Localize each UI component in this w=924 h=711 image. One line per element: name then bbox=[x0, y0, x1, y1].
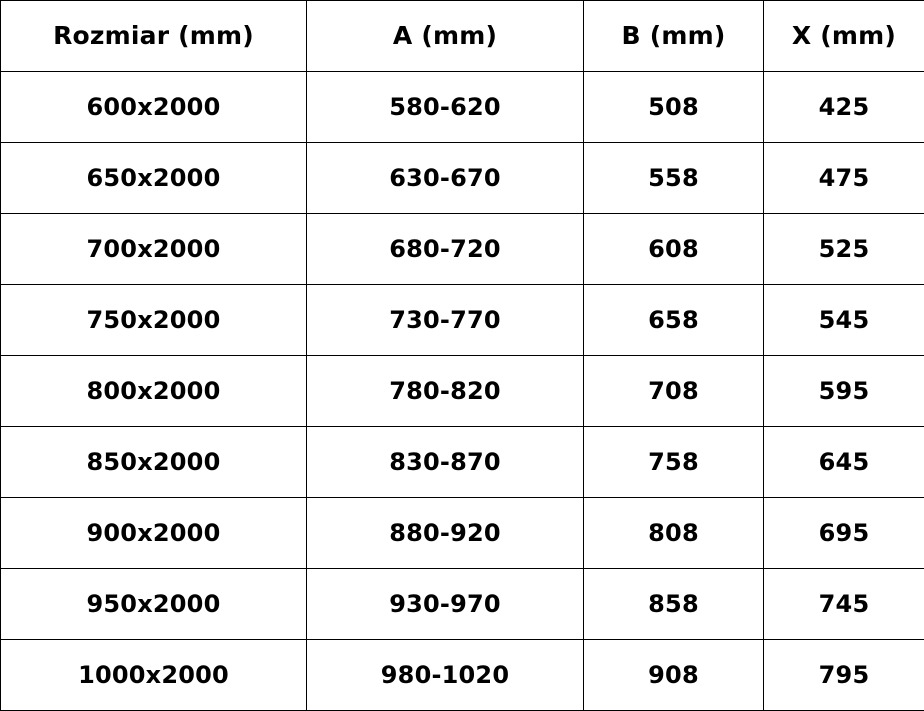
cell-b: 758 bbox=[584, 427, 764, 498]
cell-rozmiar: 650x2000 bbox=[1, 143, 307, 214]
cell-a: 930-970 bbox=[307, 569, 584, 640]
cell-x: 545 bbox=[764, 285, 924, 356]
cell-rozmiar: 750x2000 bbox=[1, 285, 307, 356]
table-row bbox=[1, 143, 924, 214]
cell-x: 475 bbox=[764, 143, 924, 214]
cell-a: 580-620 bbox=[307, 72, 584, 143]
cell-x: 745 bbox=[764, 569, 924, 640]
cell-a: 980-1020 bbox=[307, 640, 584, 711]
cell-x: 525 bbox=[764, 214, 924, 285]
cell-rozmiar: 900x2000 bbox=[1, 498, 307, 569]
cell-b: 858 bbox=[584, 569, 764, 640]
table-row bbox=[1, 498, 924, 569]
cell-b: 808 bbox=[584, 498, 764, 569]
cell-x: 595 bbox=[764, 356, 924, 427]
cell-b: 608 bbox=[584, 214, 764, 285]
cell-a: 730-770 bbox=[307, 285, 584, 356]
table-row bbox=[1, 427, 924, 498]
column-header-b: B (mm) bbox=[584, 1, 764, 72]
column-header-a: A (mm) bbox=[307, 1, 584, 72]
cell-a: 780-820 bbox=[307, 356, 584, 427]
cell-rozmiar: 1000x2000 bbox=[1, 640, 307, 711]
cell-a: 630-670 bbox=[307, 143, 584, 214]
table-row bbox=[1, 72, 924, 143]
cell-x: 645 bbox=[764, 427, 924, 498]
table-row bbox=[1, 214, 924, 285]
cell-x: 695 bbox=[764, 498, 924, 569]
cell-a: 680-720 bbox=[307, 214, 584, 285]
table-row bbox=[1, 569, 924, 640]
column-header-x: X (mm) bbox=[764, 1, 924, 72]
cell-b: 658 bbox=[584, 285, 764, 356]
cell-rozmiar: 850x2000 bbox=[1, 427, 307, 498]
cell-a: 830-870 bbox=[307, 427, 584, 498]
table-row bbox=[1, 640, 924, 711]
cell-b: 708 bbox=[584, 356, 764, 427]
table-header bbox=[1, 1, 924, 72]
table-row bbox=[1, 356, 924, 427]
table-body bbox=[1, 72, 924, 711]
cell-b: 558 bbox=[584, 143, 764, 214]
cell-b: 508 bbox=[584, 72, 764, 143]
table-row bbox=[1, 285, 924, 356]
table-header-row bbox=[1, 1, 924, 72]
cell-rozmiar: 950x2000 bbox=[1, 569, 307, 640]
cell-a: 880-920 bbox=[307, 498, 584, 569]
column-header-rozmiar: Rozmiar (mm) bbox=[1, 1, 307, 72]
cell-rozmiar: 700x2000 bbox=[1, 214, 307, 285]
cell-x: 425 bbox=[764, 72, 924, 143]
cell-x: 795 bbox=[764, 640, 924, 711]
cell-b: 908 bbox=[584, 640, 764, 711]
cell-rozmiar: 800x2000 bbox=[1, 356, 307, 427]
cell-rozmiar: 600x2000 bbox=[1, 72, 307, 143]
